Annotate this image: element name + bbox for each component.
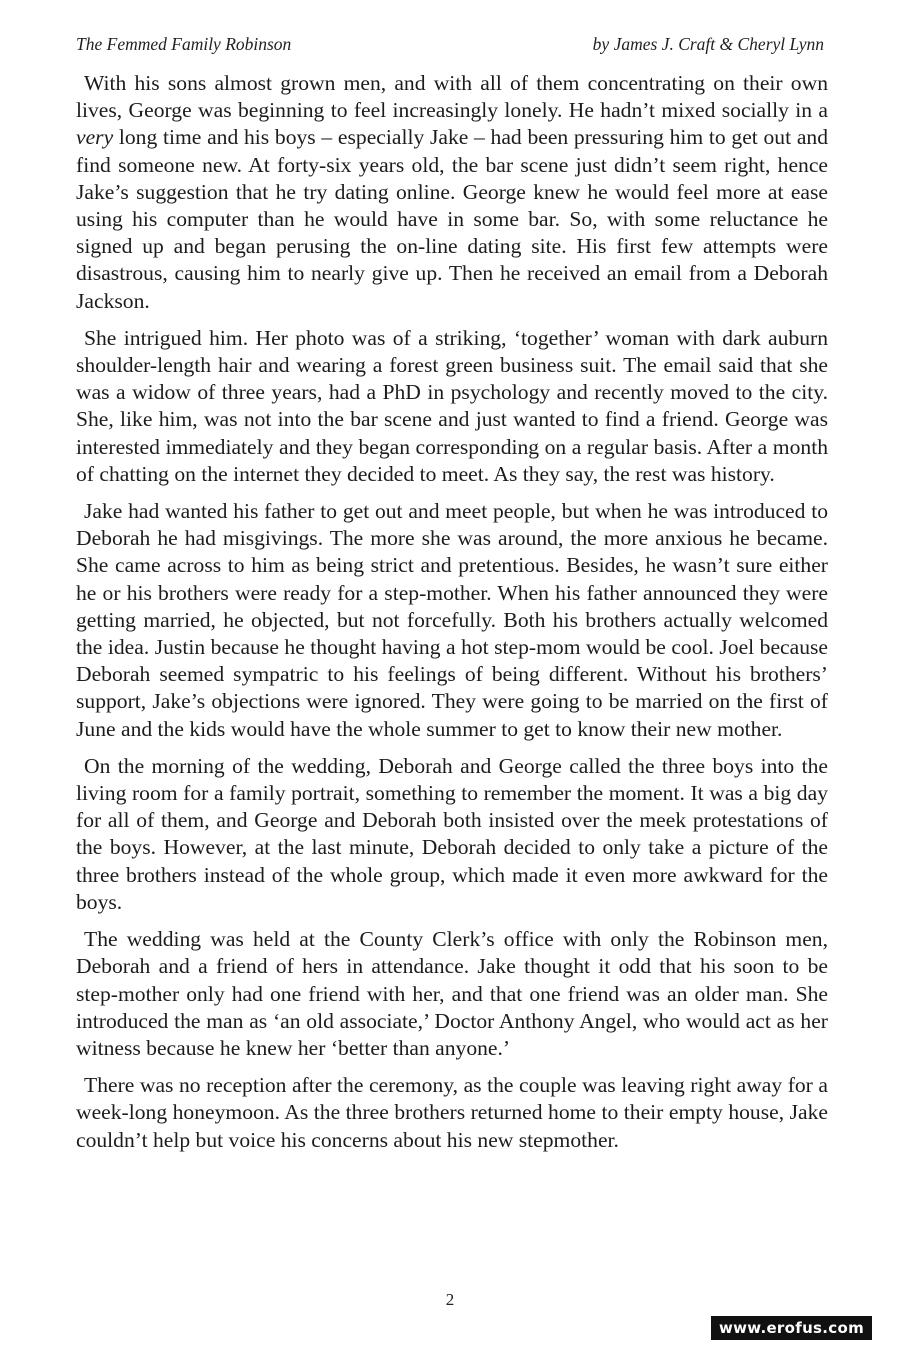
paragraph-5: The wedding was held at the County Clerk’s office with only the Robinson men, Deborah and a friend of hers in attendance. Jake thought it odd that his soon to be step-mother only had one friend with her, and that one friend was an older man. She introduced the man as ‘an old associate,’ Doctor Anthony Angel, who would act as her witness because he knew her ‘better than anyone.’ [76,927,828,1060]
author-credit: by James J. Craft & Cheryl Lynn [592,34,824,54]
paragraph-4: On the morning of the wedding, Deborah and George called the three boys into the living room for a family portrait, something to remember the moment. It was a big day for all of them, and George and Deborah both insisted over the meek protestations of the boys. However, at the last minute, Deborah decided to only take a picture of the three brothers instead of the whole group, which made it even more awkward for the boys. [76,753,828,914]
emphasis-very: very [76,125,114,150]
paragraph-1-text: With his sons almost grown men, and with all of them concentrating on their own lives, George was beginning to feel increasingly lonely. He hadn’t mixed socially in a [76,71,828,123]
book-title: The Femmed Family Robinson [76,34,292,54]
paragraph-1 [76,70,828,315]
paragraph-3: Jake had wanted his father to get out and meet people, but when he was introduced to Deborah he had misgivings. The more she was around, the more anxious he became. She came across to him as being strict and pretentious. Besides, he wasn’t sure either he or his brothers were ready for a step-mother. When his father announced they were getting married, he objected, but not forcefully. Both his brothers actually welcomed the idea. Justin because he thought having a hot step-mom would be cool. Joel because Deborah seemed sympatric to his feelings of being different. Without his brothers’ support, Jake’s objections were ignored. They were going to be married on the first of June and the kids would have the whole summer to get to know their new mother. [76,499,828,741]
page-number: 2 [445,1290,455,1309]
body-text [76,70,828,1164]
paragraph-1-text-after: long time and his boys – especially Jake – had been pressuring him to get out and find someone new. At forty-six years old, the bar scene just didn’t seem right, hence Jake’s suggestion that he try dating online. George knew he would feel more at ease using his computer than he would have in some bar. So, with some reluctance he signed up and began perusing the on-line dating site. His first few attempts were disastrous, causing him to nearly give up. Then he received an email from a Deborah Jackson. [76,125,828,313]
paragraph-6: There was no reception after the ceremony, as the couple was leaving right away for a week-long honeymoon. As the three brothers returned home to their empty house, Jake couldn’t help but voice his concerns about his new stepmother. [76,1073,828,1152]
running-header [76,34,824,60]
watermark: www.erofus.com [711,1316,872,1340]
paragraph-2: She intrigued him. Her photo was of a striking, ‘together’ woman with dark auburn shoulder-length hair and wearing a forest green business suit. The email said that she was a widow of three years, had a PhD in psychology and recently moved to the city. She, like him, was not into the bar scene and just wanted to find a friend. George was interested immediately and they began corresponding on a regular basis. After a month of chatting on the internet they decided to meet. As they say, the rest was history. [76,325,828,486]
